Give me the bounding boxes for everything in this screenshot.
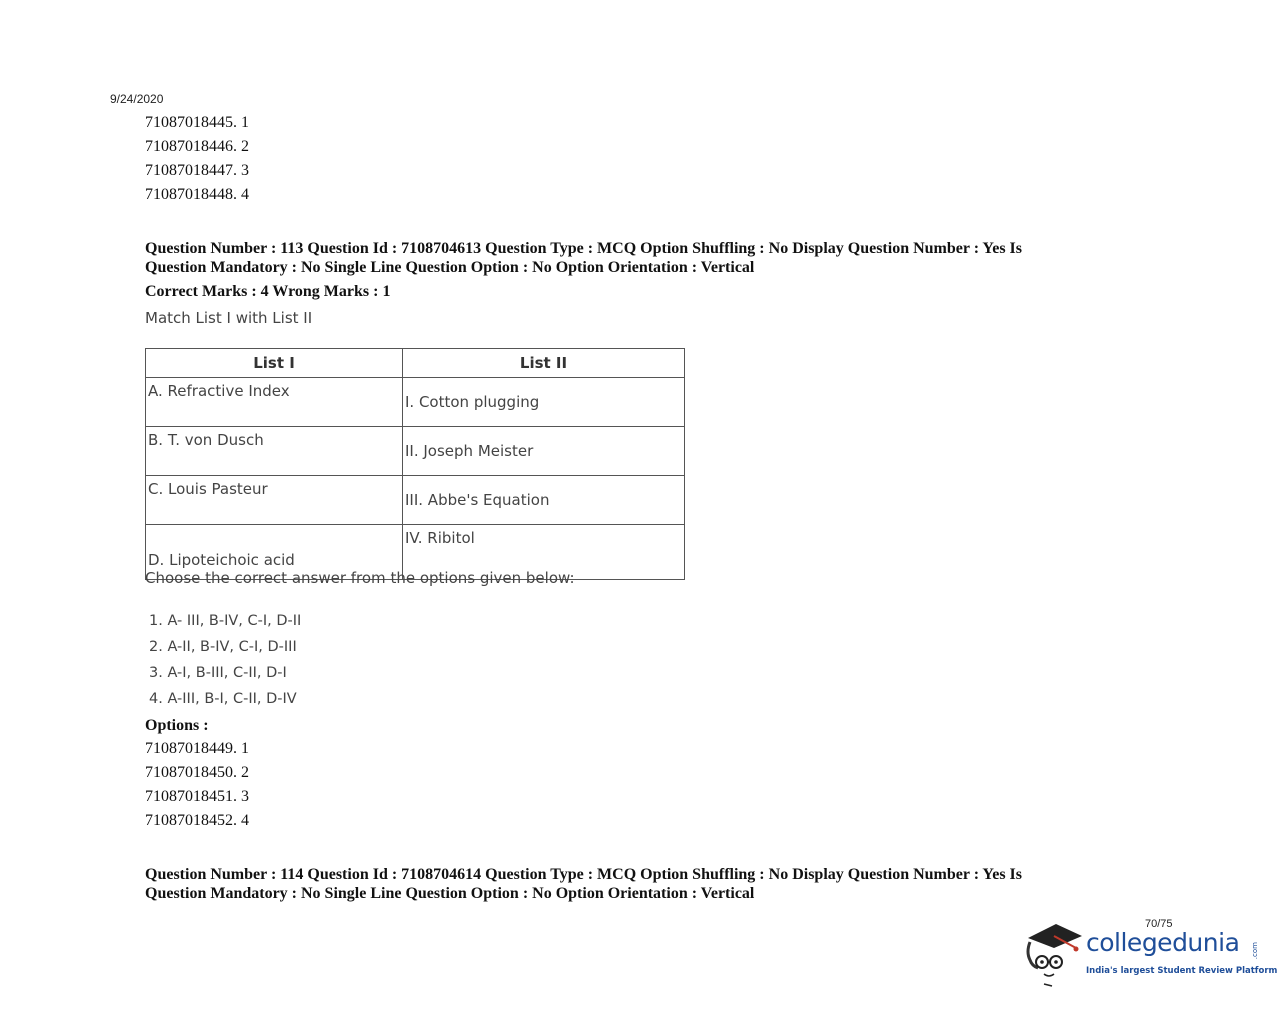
option-line: 71087018452. 4 <box>145 812 249 829</box>
table-row <box>146 378 685 427</box>
answer-choice: 2. A-II, B-IV, C-I, D-III <box>149 639 297 655</box>
option-line: 71087018450. 2 <box>145 764 249 781</box>
table-cell: I. Cotton plugging <box>403 378 685 427</box>
table-cell: D. Lipoteichoic acid <box>146 525 403 580</box>
logo-tagline: India's largest Student Review Platform <box>1086 966 1278 976</box>
option-line: 71087018448. 4 <box>145 186 249 203</box>
question-meta-114-line1: Question Number : 114 Question Id : 7108704614 Question Type : MCQ Option Shuffling : No Display Question Number : Yes Is <box>145 866 1022 883</box>
table-cell: C. Louis Pasteur <box>146 476 403 525</box>
question-prompt: Match List I with List II <box>145 309 313 327</box>
table-header-row <box>146 349 685 378</box>
table-row <box>146 476 685 525</box>
table-cell: A. Refractive Index <box>146 378 403 427</box>
option-line: 71087018449. 1 <box>145 740 249 757</box>
table-cell: III. Abbe's Equation <box>403 476 685 525</box>
option-line: 71087018445. 1 <box>145 114 249 131</box>
match-table <box>145 348 685 580</box>
table-cell: B. T. von Dusch <box>146 427 403 476</box>
print-date: 9/24/2020 <box>110 92 164 106</box>
question-meta-113-line1: Question Number : 113 Question Id : 7108704613 Question Type : MCQ Option Shuffling : No Display Question Number : Yes Is <box>145 240 1022 257</box>
table-header-list-2: List II <box>403 349 685 378</box>
question-marks-113: Correct Marks : 4 Wrong Marks : 1 <box>145 283 391 300</box>
page-number: 70/75 <box>1145 918 1173 930</box>
option-line: 71087018446. 2 <box>145 138 249 155</box>
logo-com: .com <box>1251 942 1259 960</box>
question-meta-114-line2: Question Mandatory : No Single Line Question Option : No Option Orientation : Vertical <box>145 885 755 902</box>
question-meta-113-line2: Question Mandatory : No Single Line Question Option : No Option Orientation : Vertical <box>145 259 755 276</box>
table-cell: IV. Ribitol <box>403 525 685 580</box>
table-row <box>146 427 685 476</box>
logo-wordmark: collegedunia <box>1086 928 1240 957</box>
option-line: 71087018447. 3 <box>145 162 249 179</box>
option-line: 71087018451. 3 <box>145 788 249 805</box>
answer-choice: 3. A-I, B-III, C-II, D-I <box>149 665 287 681</box>
collegedunia-logo <box>1022 916 1278 988</box>
answer-choice: 1. A- III, B-IV, C-I, D-II <box>149 613 302 629</box>
mascot-icon <box>1022 916 1084 988</box>
table-cell: II. Joseph Meister <box>403 427 685 476</box>
answer-instruction: Choose the correct answer from the options given below: <box>145 569 575 587</box>
table-header-list-1: List I <box>146 349 403 378</box>
options-label: Options : <box>145 717 209 734</box>
answer-choice: 4. A-III, B-I, C-II, D-IV <box>149 691 297 707</box>
